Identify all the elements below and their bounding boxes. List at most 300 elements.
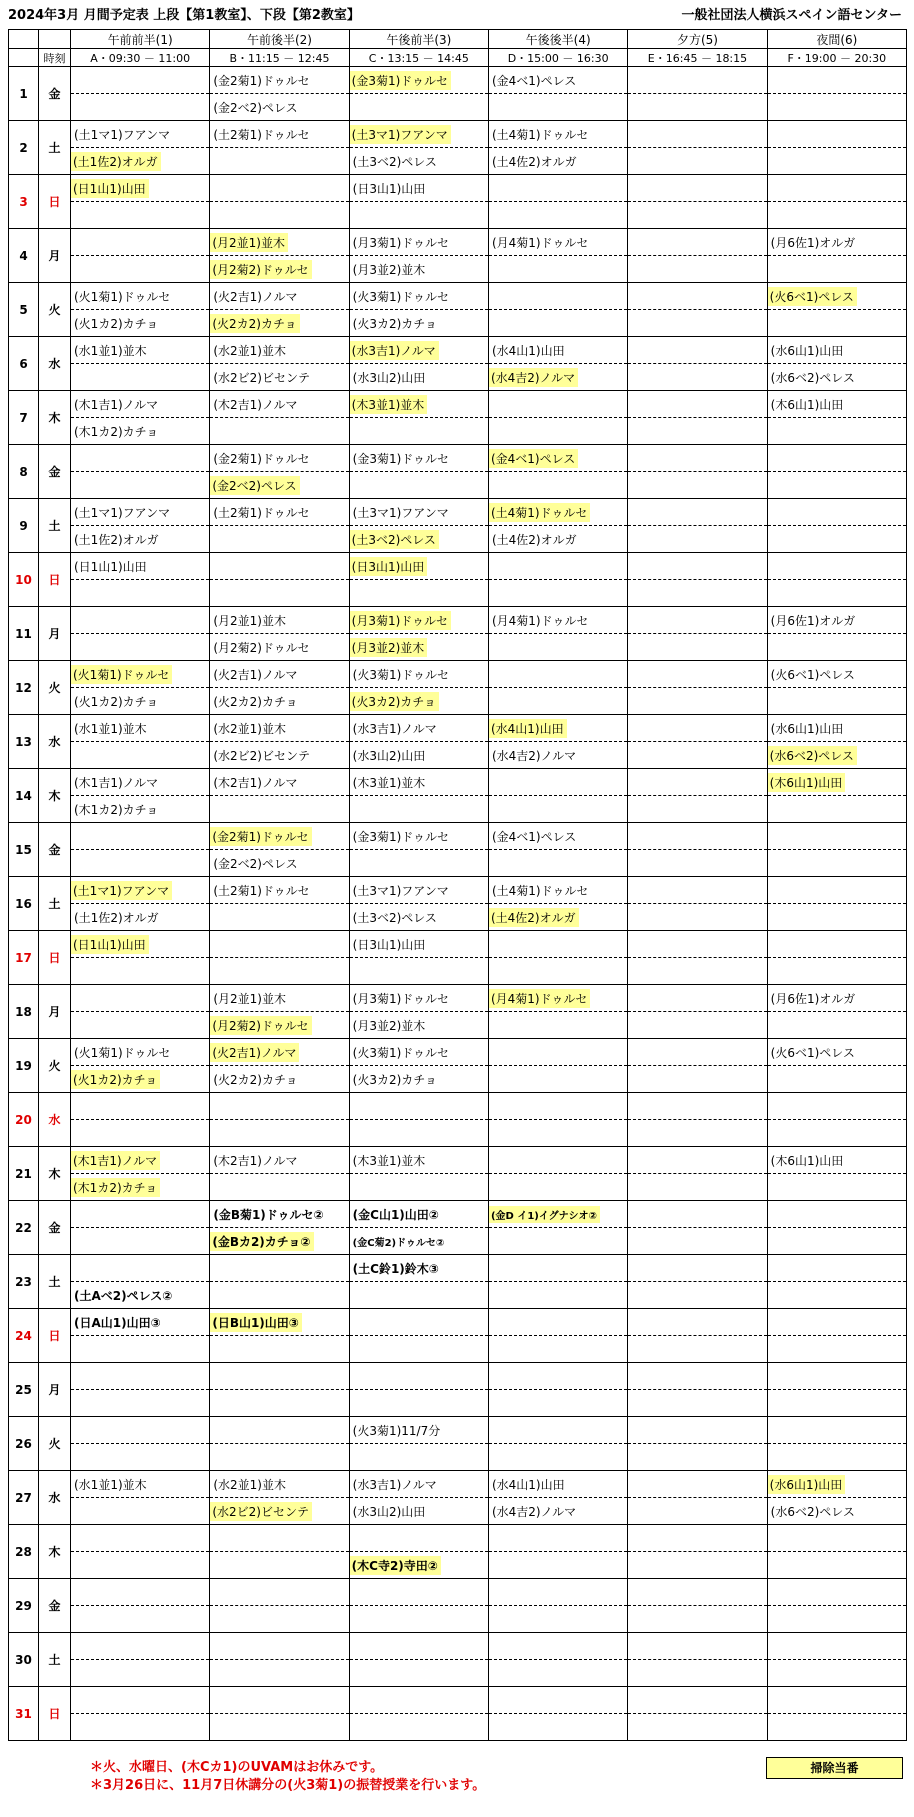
weekday: 土 bbox=[39, 1633, 71, 1687]
class-slot bbox=[628, 1363, 767, 1390]
class-entry: (土3マ1)フアンマ bbox=[350, 125, 451, 144]
class-slot bbox=[628, 553, 767, 580]
class-slot bbox=[488, 1444, 627, 1471]
class-entry: (土4佐2)オルガ bbox=[489, 908, 579, 927]
class-slot bbox=[210, 229, 349, 256]
class-slot bbox=[767, 850, 906, 877]
day-row bbox=[9, 796, 907, 823]
class-slot bbox=[488, 1282, 627, 1309]
class-entry: (月3菊1)ドゥルセ bbox=[350, 611, 451, 630]
class-slot bbox=[349, 1174, 488, 1201]
class-entry: (木3並1)並木 bbox=[352, 1153, 426, 1168]
notes bbox=[90, 1759, 485, 1795]
class-slot bbox=[210, 661, 349, 688]
class-slot bbox=[767, 661, 906, 688]
class-slot bbox=[488, 499, 627, 526]
class-entry: (木3並1)並木 bbox=[350, 395, 428, 414]
class-slot bbox=[628, 1552, 767, 1579]
class-slot bbox=[767, 1174, 906, 1201]
class-entry: (土3ベ2)ペレス bbox=[350, 530, 439, 549]
class-slot bbox=[210, 526, 349, 553]
class-slot bbox=[210, 337, 349, 364]
class-slot bbox=[71, 391, 210, 418]
day-number: 14 bbox=[9, 769, 39, 823]
class-slot bbox=[210, 1282, 349, 1309]
class-slot bbox=[628, 121, 767, 148]
class-slot bbox=[628, 850, 767, 877]
class-slot bbox=[210, 391, 349, 418]
class-slot bbox=[210, 283, 349, 310]
class-slot bbox=[488, 256, 627, 283]
class-slot bbox=[628, 1498, 767, 1525]
class-entry: (月3並2)並木 bbox=[352, 1018, 426, 1033]
class-entry: (金B菊1)ドゥルセ② bbox=[213, 1207, 324, 1222]
class-slot bbox=[349, 1552, 488, 1579]
day-row bbox=[9, 283, 907, 310]
class-entry: (月2菊2)ドゥルセ bbox=[213, 640, 310, 655]
day-row bbox=[9, 958, 907, 985]
class-entry: (月2並1)並木 bbox=[210, 233, 288, 252]
class-entry: (水2ビ2)ビセンテ bbox=[213, 748, 310, 763]
class-entry: (土2菊1)ドゥルセ bbox=[213, 127, 310, 142]
class-slot bbox=[628, 1201, 767, 1228]
class-entry: (月4菊1)ドゥルセ bbox=[491, 613, 589, 628]
day-row bbox=[9, 1633, 907, 1660]
class-slot bbox=[349, 175, 488, 202]
class-slot bbox=[210, 688, 349, 715]
day-row bbox=[9, 1201, 907, 1228]
class-slot bbox=[210, 1633, 349, 1660]
class-slot bbox=[628, 985, 767, 1012]
class-slot bbox=[488, 418, 627, 445]
class-entry: (水2ビ2)ビセンテ bbox=[213, 370, 310, 385]
class-entry: (木1カ2)カチョ bbox=[74, 424, 159, 439]
day-number: 12 bbox=[9, 661, 39, 715]
class-slot bbox=[71, 796, 210, 823]
class-entry: (火2カ2)カチョ bbox=[210, 314, 299, 333]
class-slot bbox=[628, 1606, 767, 1633]
class-slot bbox=[488, 1525, 627, 1552]
class-entry: (水3山2)山田 bbox=[352, 1504, 426, 1519]
class-slot bbox=[628, 1093, 767, 1120]
class-slot bbox=[488, 634, 627, 661]
class-slot bbox=[488, 1147, 627, 1174]
class-entry: (日B山1)山田③ bbox=[210, 1313, 302, 1332]
day-row bbox=[9, 1363, 907, 1390]
header bbox=[0, 4, 914, 26]
class-entry: (月6佐1)オルガ bbox=[770, 235, 856, 250]
class-slot bbox=[349, 1309, 488, 1336]
class-slot bbox=[767, 715, 906, 742]
day-row bbox=[9, 310, 907, 337]
class-entry: (火6ベ1)ペレス bbox=[770, 667, 855, 682]
class-slot bbox=[210, 1417, 349, 1444]
class-slot bbox=[210, 1093, 349, 1120]
class-entry: (水2並1)並木 bbox=[213, 343, 286, 358]
class-slot bbox=[767, 1309, 906, 1336]
class-slot bbox=[767, 1579, 906, 1606]
class-slot bbox=[488, 175, 627, 202]
class-slot bbox=[71, 337, 210, 364]
day-number: 23 bbox=[9, 1255, 39, 1309]
class-slot bbox=[628, 1120, 767, 1147]
day-row bbox=[9, 445, 907, 472]
class-slot bbox=[628, 931, 767, 958]
class-entry: (月3菊1)ドゥルセ bbox=[352, 235, 449, 250]
class-slot bbox=[349, 121, 488, 148]
class-slot bbox=[349, 769, 488, 796]
class-entry: (木2吉1)ノルマ bbox=[213, 397, 298, 412]
class-slot bbox=[71, 607, 210, 634]
class-slot bbox=[628, 391, 767, 418]
class-slot bbox=[71, 310, 210, 337]
day-number: 8 bbox=[9, 445, 39, 499]
day-row bbox=[9, 661, 907, 688]
column-label: 午後後半(4) bbox=[488, 30, 627, 49]
class-entry: (水4吉2)ノルマ bbox=[489, 368, 578, 387]
class-slot bbox=[210, 418, 349, 445]
class-slot bbox=[767, 94, 906, 121]
class-slot bbox=[349, 1066, 488, 1093]
class-slot bbox=[628, 1579, 767, 1606]
class-slot bbox=[628, 94, 767, 121]
class-slot bbox=[488, 796, 627, 823]
class-slot bbox=[210, 1039, 349, 1066]
column-time: D・15:00 － 16:30 bbox=[488, 49, 627, 67]
class-slot bbox=[488, 1390, 627, 1417]
day-number: 27 bbox=[9, 1471, 39, 1525]
class-slot bbox=[349, 1417, 488, 1444]
weekday: 火 bbox=[39, 1417, 71, 1471]
class-slot bbox=[488, 715, 627, 742]
class-slot bbox=[488, 1552, 627, 1579]
class-entry: (水6山1)山田 bbox=[770, 343, 844, 358]
class-slot bbox=[488, 337, 627, 364]
weekday: 月 bbox=[39, 1363, 71, 1417]
class-slot bbox=[488, 1255, 627, 1282]
class-slot bbox=[210, 985, 349, 1012]
day-number: 28 bbox=[9, 1525, 39, 1579]
class-slot bbox=[349, 1255, 488, 1282]
class-entry: (土1佐2)オルガ bbox=[74, 910, 159, 925]
column-header-row bbox=[9, 30, 907, 49]
class-slot bbox=[488, 850, 627, 877]
class-slot bbox=[210, 202, 349, 229]
class-slot bbox=[210, 1579, 349, 1606]
day-row bbox=[9, 1525, 907, 1552]
class-slot bbox=[628, 1012, 767, 1039]
class-slot bbox=[210, 499, 349, 526]
class-slot bbox=[71, 148, 210, 175]
class-slot bbox=[767, 1687, 906, 1714]
class-slot bbox=[767, 229, 906, 256]
class-entry: (土Aベ2)ペレス② bbox=[74, 1288, 173, 1303]
class-slot bbox=[210, 580, 349, 607]
class-slot bbox=[71, 121, 210, 148]
class-slot bbox=[767, 472, 906, 499]
day-row bbox=[9, 1309, 907, 1336]
class-slot bbox=[349, 985, 488, 1012]
class-entry: (月2並1)並木 bbox=[213, 613, 286, 628]
class-entry: (木1吉1)ノルマ bbox=[74, 397, 159, 412]
day-number: 9 bbox=[9, 499, 39, 553]
class-slot bbox=[488, 364, 627, 391]
day-row bbox=[9, 1255, 907, 1282]
class-entry: (土2菊1)ドゥルセ bbox=[213, 883, 310, 898]
class-slot bbox=[488, 148, 627, 175]
class-slot bbox=[628, 1390, 767, 1417]
class-slot bbox=[210, 796, 349, 823]
class-slot bbox=[71, 1039, 210, 1066]
time-header-row bbox=[9, 49, 907, 67]
class-entry: (木1カ2)カチョ bbox=[74, 802, 159, 817]
class-slot bbox=[488, 580, 627, 607]
weekday: 火 bbox=[39, 661, 71, 715]
class-slot bbox=[210, 1336, 349, 1363]
class-entry: (火1カ2)カチョ bbox=[74, 694, 159, 709]
day-number: 5 bbox=[9, 283, 39, 337]
class-slot bbox=[628, 1066, 767, 1093]
class-slot bbox=[488, 769, 627, 796]
class-entry: (金4ベ1)ペレス bbox=[491, 73, 577, 88]
class-slot bbox=[71, 823, 210, 850]
class-slot bbox=[210, 769, 349, 796]
class-slot bbox=[488, 607, 627, 634]
class-entry: (水3吉1)ノルマ bbox=[350, 341, 439, 360]
class-slot bbox=[71, 1525, 210, 1552]
class-entry: (木3並1)並木 bbox=[352, 775, 426, 790]
class-slot bbox=[349, 283, 488, 310]
class-slot bbox=[488, 1660, 627, 1687]
class-slot bbox=[488, 553, 627, 580]
class-slot bbox=[210, 1228, 349, 1255]
class-slot bbox=[210, 175, 349, 202]
day-number: 26 bbox=[9, 1417, 39, 1471]
day-number: 22 bbox=[9, 1201, 39, 1255]
class-entry: (火3カ2)カチョ bbox=[352, 316, 437, 331]
class-entry: (金C菊2)ドゥルセ② bbox=[352, 1237, 445, 1249]
weekday: 土 bbox=[39, 1255, 71, 1309]
class-slot bbox=[71, 1417, 210, 1444]
class-slot bbox=[349, 1363, 488, 1390]
day-row bbox=[9, 607, 907, 634]
weekday: 水 bbox=[39, 1471, 71, 1525]
class-entry: (木1吉1)ノルマ bbox=[71, 1151, 160, 1170]
class-slot bbox=[767, 823, 906, 850]
class-entry: (金2ベ2)ペレス bbox=[210, 476, 299, 495]
class-slot bbox=[71, 661, 210, 688]
class-entry: (火2カ2)カチョ bbox=[213, 1072, 298, 1087]
day-number: 4 bbox=[9, 229, 39, 283]
class-slot bbox=[71, 1336, 210, 1363]
class-slot bbox=[628, 1471, 767, 1498]
class-entry: (日A山1)山田③ bbox=[74, 1315, 161, 1330]
class-slot bbox=[349, 1471, 488, 1498]
class-slot bbox=[767, 1660, 906, 1687]
weekday: 金 bbox=[39, 67, 71, 121]
class-slot bbox=[71, 1444, 210, 1471]
class-entry: (火3菊1)ドゥルセ bbox=[352, 289, 449, 304]
class-slot bbox=[628, 742, 767, 769]
class-entry: (金3菊1)ドゥルセ bbox=[352, 829, 449, 844]
class-slot bbox=[210, 1687, 349, 1714]
cleaning-duty-label: 掃除当番 bbox=[766, 1757, 903, 1779]
class-slot bbox=[71, 364, 210, 391]
day-row bbox=[9, 1039, 907, 1066]
class-slot bbox=[767, 796, 906, 823]
class-slot bbox=[767, 1471, 906, 1498]
class-entry: (金D イ1)イグナシオ② bbox=[489, 1206, 600, 1223]
class-slot bbox=[210, 634, 349, 661]
class-slot bbox=[628, 1336, 767, 1363]
class-entry: (土4菊1)ドゥルセ bbox=[491, 883, 589, 898]
class-slot bbox=[210, 1363, 349, 1390]
class-slot bbox=[71, 94, 210, 121]
class-slot bbox=[488, 94, 627, 121]
class-slot bbox=[210, 364, 349, 391]
class-entry: (水6ベ2)ペレス bbox=[770, 1504, 855, 1519]
class-slot bbox=[488, 445, 627, 472]
class-slot bbox=[210, 1012, 349, 1039]
class-slot bbox=[210, 256, 349, 283]
class-entry: (金C山1)山田② bbox=[352, 1207, 439, 1222]
class-slot bbox=[349, 1201, 488, 1228]
class-slot bbox=[71, 553, 210, 580]
column-label: 夜間(6) bbox=[767, 30, 906, 49]
day-number: 19 bbox=[9, 1039, 39, 1093]
class-slot bbox=[349, 1147, 488, 1174]
class-slot bbox=[488, 1039, 627, 1066]
class-slot bbox=[767, 580, 906, 607]
class-slot bbox=[71, 526, 210, 553]
weekday: 木 bbox=[39, 1525, 71, 1579]
day-row bbox=[9, 94, 907, 121]
class-slot bbox=[488, 661, 627, 688]
class-slot bbox=[767, 1120, 906, 1147]
day-row bbox=[9, 688, 907, 715]
class-slot bbox=[349, 580, 488, 607]
day-number: 3 bbox=[9, 175, 39, 229]
class-slot bbox=[628, 661, 767, 688]
class-slot bbox=[71, 769, 210, 796]
class-slot bbox=[71, 499, 210, 526]
day-row bbox=[9, 1660, 907, 1687]
day-row bbox=[9, 499, 907, 526]
class-slot bbox=[767, 1066, 906, 1093]
day-number: 18 bbox=[9, 985, 39, 1039]
class-slot bbox=[71, 1390, 210, 1417]
class-slot bbox=[71, 1309, 210, 1336]
class-slot bbox=[349, 904, 488, 931]
class-slot bbox=[767, 499, 906, 526]
class-slot bbox=[71, 904, 210, 931]
day-row bbox=[9, 121, 907, 148]
note-line: ＊3月26日に、11月7日休講分の(火3菊1)の振替授業を行います。 bbox=[90, 1778, 486, 1793]
day-number: 2 bbox=[9, 121, 39, 175]
class-slot bbox=[767, 391, 906, 418]
day-row bbox=[9, 769, 907, 796]
class-entry: (水4吉2)ノルマ bbox=[491, 1504, 577, 1519]
class-entry: (水2ビ2)ビセンテ bbox=[210, 1502, 312, 1521]
day-number: 30 bbox=[9, 1633, 39, 1687]
day-row bbox=[9, 418, 907, 445]
class-entry: (月2菊2)ドゥルセ bbox=[210, 260, 311, 279]
class-entry: (月4菊1)ドゥルセ bbox=[491, 235, 589, 250]
class-slot bbox=[349, 310, 488, 337]
class-slot bbox=[488, 472, 627, 499]
day-row bbox=[9, 1714, 907, 1741]
class-entry: (木1吉1)ノルマ bbox=[74, 775, 159, 790]
day-row bbox=[9, 1012, 907, 1039]
class-slot bbox=[349, 229, 488, 256]
weekday: 木 bbox=[39, 769, 71, 823]
class-slot bbox=[71, 877, 210, 904]
class-entry: (金3菊1)ドゥルセ bbox=[350, 71, 451, 90]
day-row bbox=[9, 337, 907, 364]
weekday: 日 bbox=[39, 175, 71, 229]
column-time: A・09:30 － 11:00 bbox=[71, 49, 210, 67]
weekday: 金 bbox=[39, 445, 71, 499]
class-slot bbox=[210, 148, 349, 175]
page-title: 2024年3月 月間予定表 上段【第1教室】、下段【第2教室】 bbox=[8, 8, 360, 23]
class-entry: (金2菊1)ドゥルセ bbox=[210, 827, 311, 846]
day-row bbox=[9, 472, 907, 499]
class-slot bbox=[349, 715, 488, 742]
class-entry: (火1カ2)カチョ bbox=[74, 316, 159, 331]
class-slot bbox=[767, 175, 906, 202]
class-entry: (金4ベ1)ペレス bbox=[491, 829, 577, 844]
class-slot bbox=[71, 1201, 210, 1228]
class-entry: (水6ベ2)ペレス bbox=[768, 746, 857, 765]
class-entry: (土1マ1)フアンマ bbox=[74, 127, 171, 142]
day-number: 21 bbox=[9, 1147, 39, 1201]
class-slot bbox=[349, 67, 488, 94]
class-slot bbox=[488, 283, 627, 310]
class-slot bbox=[628, 202, 767, 229]
class-entry: (日3山1)山田 bbox=[352, 937, 426, 952]
class-slot bbox=[349, 958, 488, 985]
weekday: 金 bbox=[39, 1579, 71, 1633]
class-slot bbox=[71, 1714, 210, 1741]
class-slot bbox=[488, 1687, 627, 1714]
column-time: B・11:15 － 12:45 bbox=[210, 49, 349, 67]
class-entry: (木6山1)山田 bbox=[768, 773, 846, 792]
class-slot bbox=[349, 1282, 488, 1309]
class-slot bbox=[210, 1309, 349, 1336]
class-slot bbox=[210, 958, 349, 985]
day-row bbox=[9, 1336, 907, 1363]
class-entry: (水3山2)山田 bbox=[352, 370, 426, 385]
class-entry: (金2ベ2)ペレス bbox=[213, 100, 298, 115]
class-slot bbox=[349, 931, 488, 958]
class-slot bbox=[210, 1147, 349, 1174]
class-slot bbox=[628, 1444, 767, 1471]
class-slot bbox=[628, 1228, 767, 1255]
class-entry: (日3山1)山田 bbox=[352, 181, 426, 196]
class-slot bbox=[767, 1012, 906, 1039]
class-slot bbox=[488, 958, 627, 985]
class-entry: (金2ベ2)ペレス bbox=[213, 856, 298, 871]
class-entry: (火2吉1)ノルマ bbox=[213, 667, 298, 682]
class-slot bbox=[71, 1579, 210, 1606]
day-row bbox=[9, 1498, 907, 1525]
day-row bbox=[9, 175, 907, 202]
class-slot bbox=[71, 850, 210, 877]
class-slot bbox=[767, 769, 906, 796]
class-slot bbox=[628, 1309, 767, 1336]
class-entry: (水3山2)山田 bbox=[352, 748, 426, 763]
class-slot bbox=[767, 634, 906, 661]
